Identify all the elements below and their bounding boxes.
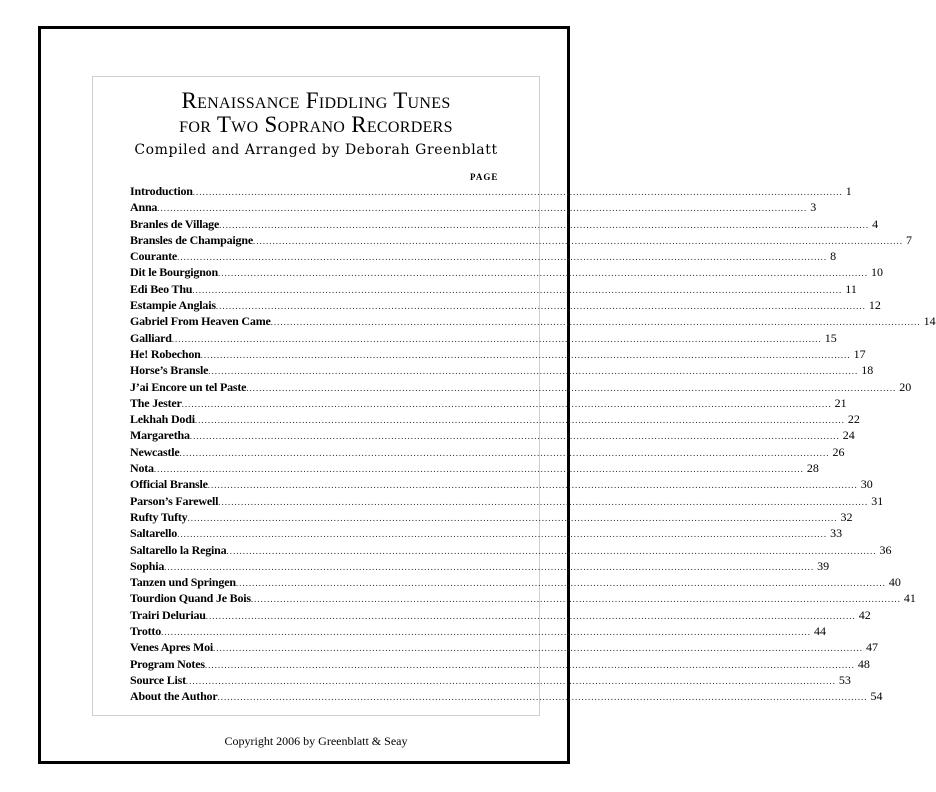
dot-leader: ........................................................................................................................................................................................................ [179,447,830,458]
toc-entry-page: 10 [870,265,883,280]
dot-leader: ........................................................................................................................................................................................................ [219,219,870,230]
toc-entry-page: 8 [830,249,837,264]
toc-entry [130,362,874,378]
toc-entry [130,297,881,313]
copyright-notice: Copyright 2006 by Greenblatt & Seay [224,734,408,748]
toc-entry-title: He! Robechon [130,346,201,361]
toc-entry [130,525,843,541]
toc-entry [130,216,879,232]
toc-entry [130,623,827,639]
dot-leader: ........................................................................................................................................................................................................ [217,268,868,279]
toc-entry-page: 21 [834,395,847,410]
dot-leader: ........................................................................................................................................................................................................ [226,545,877,556]
toc-entry [130,199,817,215]
dot-leader: ........................................................................................................................................................................................................ [250,594,901,605]
toc-entry-page: 47 [866,640,879,655]
toc-entry-title: J’ai Encore un tel Paste [130,379,247,394]
toc-entry-title: Source List [130,672,186,687]
toc-entry [130,672,851,688]
dot-leader: ........................................................................................................................................................................................................ [200,349,851,360]
dot-leader: ........................................................................................................................................................................................................ [192,284,843,295]
toc-entry [130,493,884,509]
toc-entry [130,183,852,199]
toc-entry [130,476,873,492]
toc-entry [130,281,857,297]
toc-entry [130,656,870,672]
toc-entry [130,346,866,362]
toc-entry [130,607,871,623]
toc-entry-page: 20 [899,379,912,394]
toc-entry-page: 30 [860,477,873,492]
toc-entry-title: Newcastle [130,444,180,459]
toc-entry-page: 48 [857,656,870,671]
dot-leader: ........................................................................................................................................................................................................ [177,252,828,263]
page-column-heading: PAGE [470,172,499,182]
toc-entry-title: Estampie Anglais [130,298,216,313]
dot-leader: ........................................................................................................................................................................................................ [153,464,804,475]
toc-entry-title: Branles de Village [130,216,220,231]
toc-entry-title: Nota [130,461,154,476]
toc-entry-page: 7 [905,232,912,247]
dot-leader: ........................................................................................................................................................................................................ [213,643,864,654]
toc-entry-page: 18 [861,363,874,378]
toc-entry-page: 22 [847,412,860,427]
toc-entry-page: 53 [838,672,851,687]
toc-entry [130,460,819,476]
toc-entry-title: Parson’s Farewell [130,493,219,508]
toc-entry-page: 12 [868,298,881,313]
toc-entry [130,558,830,574]
dot-leader: ........................................................................................................................................................................................................ [215,301,866,312]
toc-entry-page: 28 [806,461,819,476]
toc-entry-title: Anna [130,200,158,215]
toc-entry-title: Galliard [130,330,172,345]
dot-leader: ........................................................................................................................................................................................................ [246,382,897,393]
toc-entry-title: About the Author [130,689,218,704]
dot-leader: ........................................................................................................................................................................................................ [208,366,859,377]
book-title-line-2: for Two Soprano Recorders [179,112,453,137]
toc-entry-title: Gabriel From Heaven Came [130,314,271,329]
toc-entry-page: 4 [872,216,879,231]
toc-entry [130,313,936,329]
table-of-contents [130,183,936,705]
toc-entry [130,330,837,346]
toc-entry-title: Edi Beo Thu [130,281,193,296]
dot-leader: ........................................................................................................................................................................................................ [207,480,858,491]
toc-entry-title: Dit le Bourgignon [130,265,218,280]
toc-entry-title: Courante [130,249,178,264]
toc-entry-title: Introduction [130,184,193,198]
toc-entry-page: 3 [810,200,817,215]
dot-leader: ........................................................................................................................................................................................................ [194,415,845,426]
toc-entry-title: Lekhah Dodi [130,412,195,427]
toc-entry-title: Venes Apres Moi [130,640,214,655]
toc-entry-title: Bransles de Champaigne [130,232,253,247]
toc-entry-title: Horse’s Bransle [130,363,209,378]
dot-leader: ........................................................................................................................................................................................................ [235,578,886,589]
toc-entry [130,590,916,606]
toc-entry [130,542,892,558]
dot-leader: ........................................................................................................................................................................................................ [181,398,832,409]
dot-leader: ........................................................................................................................................................................................................ [205,610,856,621]
dot-leader: ........................................................................................................................................................................................................ [192,187,843,197]
book-subtitle: Compiled and Arranged by Deborah Greenblatt [134,142,498,158]
toc-entry-page: 44 [814,624,827,639]
toc-entry-title: Margaretha [130,428,190,443]
toc-entry-page: 15 [824,330,837,345]
toc-entry-page: 33 [830,526,843,541]
toc-entry-page: 42 [858,607,871,622]
toc-entry-page: 39 [817,558,830,573]
toc-entry [130,688,883,704]
dot-leader: ........................................................................................................................................................................................................ [189,431,840,442]
toc-entry-page: 26 [832,444,845,459]
book-title-line-1: Renaissance Fiddling Tunes [181,88,451,113]
dot-leader: ........................................................................................................................................................................................................ [270,317,921,328]
toc-entry-title: Saltarello la Regina [130,542,227,557]
toc-entry-title: The Jester [130,395,182,410]
dot-leader: ........................................................................................................................................................................................................ [218,496,869,507]
dot-leader: ........................................................................................................................................................................................................ [187,512,838,523]
toc-entry-title: Saltarello [130,526,178,541]
toc-entry [130,232,912,248]
toc-entry [130,264,883,280]
dot-leader: ........................................................................................................................................................................................................ [177,529,828,540]
toc-entry [130,379,912,395]
toc-entry-page: 54 [870,689,883,704]
toc-entry [130,411,860,427]
dot-leader: ........................................................................................................................................................................................................ [164,561,815,572]
toc-entry-page: 14 [923,314,936,329]
dot-leader: ........................................................................................................................................................................................................ [217,692,868,703]
toc-entry [130,395,847,411]
toc-entry-page: 40 [888,575,901,590]
toc-entry [130,509,853,525]
dot-leader: ........................................................................................................................................................................................................ [171,333,822,344]
dot-leader: ........................................................................................................................................................................................................ [252,235,903,246]
toc-entry-title: Trotto [130,624,162,639]
toc-entry-title: Rufty Tufty [130,509,188,524]
dot-leader: ........................................................................................................................................................................................................ [157,203,808,214]
toc-entry-title: Trairi Deluriau [130,607,206,622]
toc-entry-title: Tourdion Quand Je Bois [130,591,251,606]
toc-entry-page: 17 [853,346,866,361]
toc-entry-page: 32 [840,509,853,524]
dot-leader: ........................................................................................................................................................................................................ [161,627,812,638]
toc-entry [130,574,901,590]
toc-entry-page: 31 [871,493,884,508]
toc-entry [130,248,837,264]
toc-entry [130,639,879,655]
toc-entry-page: 36 [879,542,892,557]
toc-entry-title: Program Notes [130,656,205,671]
toc-entry [130,427,855,443]
toc-entry-page: 24 [842,428,855,443]
toc-entry-page: 11 [845,281,857,296]
toc-entry-title: Tanzen und Springen [130,575,236,590]
dot-leader: ........................................................................................................................................................................................................ [204,659,855,670]
toc-entry-page: 1 [845,184,852,198]
toc-entry-page: 41 [903,591,916,606]
toc-entry [130,444,845,460]
toc-entry-title: Official Bransle [130,477,208,492]
dot-leader: ........................................................................................................................................................................................................ [185,675,836,686]
toc-entry-title: Sophia [130,558,165,573]
